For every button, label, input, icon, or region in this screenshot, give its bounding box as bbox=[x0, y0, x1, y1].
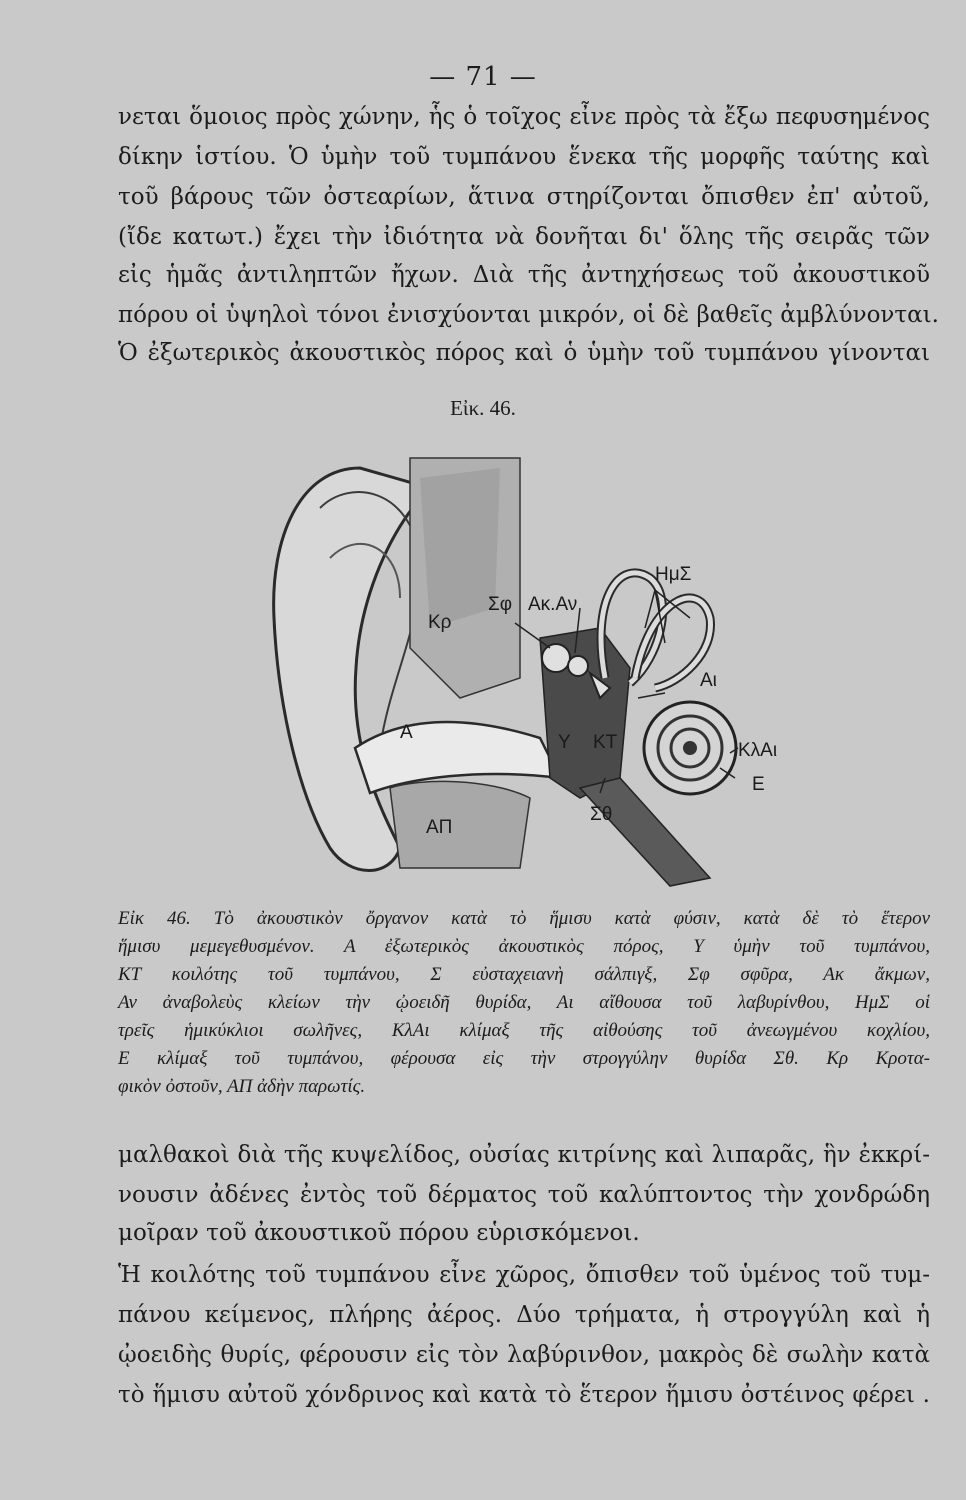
label-y: Υ bbox=[558, 732, 571, 753]
label-kr: Κρ bbox=[428, 612, 452, 633]
text-line: Ἡ κοιλότης τοῦ τυμπάνου εἶνε χῶρος, ὄπισθεν τοῦ ὑμένος τοῦ τυμ- bbox=[118, 1262, 930, 1288]
figure-title: Εἰκ. 46. bbox=[450, 396, 516, 420]
text-line: (ἴδε κατωτ.) ἔχει τὴν ἰδιότητα νὰ δονῆται δι' ὅλης τῆς σειρᾶς τῶν bbox=[118, 224, 930, 250]
caption-line: Ε κλίμαξ τοῦ τυμπάνου, φέρουσα εἰς τὴν στρογγύλην θυρίδα Σθ. Κρ Κροτα- bbox=[118, 1048, 930, 1069]
text-line: τοῦ βάρους τῶν ὀστεαρίων, ἅτινα στηρίζονται ὄπισθεν ἐπ' αὐτοῦ, bbox=[118, 184, 930, 210]
caption-line: ΚΤ κοιλότης τοῦ τυμπάνου, Σ εὐσταχειανὴ σάλπιγξ, Σφ σφῦρα, Ακ ἄκμων, bbox=[118, 964, 930, 985]
text-line: ᾠοειδὴς θυρίς, φέρουσιν εἰς τὸν λαβύρινθον, μακρὸς δὲ σωλὴν κατὰ bbox=[118, 1342, 930, 1368]
ear-anatomy-figure bbox=[260, 448, 780, 888]
text-line: Ὁ ἐξωτερικὸς ἀκουστικὸς πόρος καὶ ὁ ὑμὴν τοῦ τυμπάνου γίνονται bbox=[118, 340, 930, 366]
text-line: νουσιν ἀδένες ἐντὸς τοῦ δέρματος τοῦ καλύπτοντος τὴν χονδρώδη bbox=[118, 1182, 930, 1208]
page-number: — 71 — bbox=[429, 62, 537, 92]
caption-line: ἥμισυ μεμεγεθυσμένον. Α ἐξωτερικὸς ἀκουστικὸς πόρος, Υ ὑμὴν τοῦ τυμπάνου, bbox=[118, 936, 930, 957]
text-line: πάνου κείμενος, πλήρης ἀέρος. Δύο τρήματα, ἡ στρογγύλη καὶ ἡ bbox=[118, 1302, 930, 1328]
caption-line: Αν ἀναβολεὺς κλείων τὴν ᾠοειδῆ θυρίδα, Αι αἴθουσα τοῦ λαβυρίνθου, ΗμΣ οἱ bbox=[118, 992, 930, 1013]
text-line: μαλθακοὶ διὰ τῆς κυψελίδος, οὐσίας κιτρίνης καὶ λιπαρᾶς, ἣν ἐκκρί- bbox=[118, 1142, 930, 1168]
ear-illustration bbox=[260, 448, 780, 888]
label-hms: ΗμΣ bbox=[655, 564, 692, 585]
caption-line: φικὸν ὀστοῦν, ΑΠ ἀδὴν παρωτίς. bbox=[118, 1076, 366, 1097]
caption-line: τρεῖς ἡμικύκλιοι σωλῆνες, ΚλΑι κλίμαξ τῆς αἰθούσης τοῦ ἀνεωγμένου κοχλίου, bbox=[118, 1020, 930, 1041]
label-sth: Σθ bbox=[590, 804, 613, 825]
text-line: δίκην ἱστίου. Ὁ ὑμὴν τοῦ τυμπάνου ἕνεκα τῆς μορφῆς ταύτης καὶ bbox=[118, 144, 930, 170]
label-ai: Αι bbox=[700, 670, 717, 691]
text-line: τὸ ἥμισυ αὐτοῦ χόνδρινος καὶ κατὰ τὸ ἕτερον ἥμισυ ὀστέινος φέρει . bbox=[118, 1382, 930, 1408]
text-line: πόρου οἱ ὑψηλοὶ τόνοι ἐνισχύονται μικρόν, οἱ δὲ βαθεῖς ἀμβλύνονται. bbox=[118, 302, 939, 328]
text-line: εἰς ἡμᾶς ἀντιληπτῶν ἤχων. Διὰ τῆς ἀντηχήσεως τοῦ ἀκουστικοῦ bbox=[118, 262, 930, 288]
text-line: μοῖραν τοῦ ἀκουστικοῦ πόρου εὑρισκόμενοι. bbox=[118, 1220, 640, 1246]
caption-line: Εἰκ 46. Τὸ ἀκουστικὸν ὄργανον κατὰ τὸ ἥμισυ κατὰ φύσιν, κατὰ δὲ τὸ ἕτερον bbox=[118, 908, 930, 929]
label-akan: Ακ.Αν bbox=[528, 594, 578, 615]
label-kt: ΚΤ bbox=[593, 732, 618, 753]
label-sph: Σφ bbox=[488, 594, 513, 615]
label-e: Ε bbox=[752, 774, 765, 795]
label-ap: ΑΠ bbox=[426, 817, 453, 838]
text-line: νεται ὅμοιος πρὸς χώνην, ἧς ὁ τοῖχος εἶνε πρὸς τὰ ἔξω πεφυσημένος bbox=[118, 104, 930, 130]
label-a: Α bbox=[400, 722, 413, 743]
label-klai: ΚλΑι bbox=[738, 740, 778, 761]
